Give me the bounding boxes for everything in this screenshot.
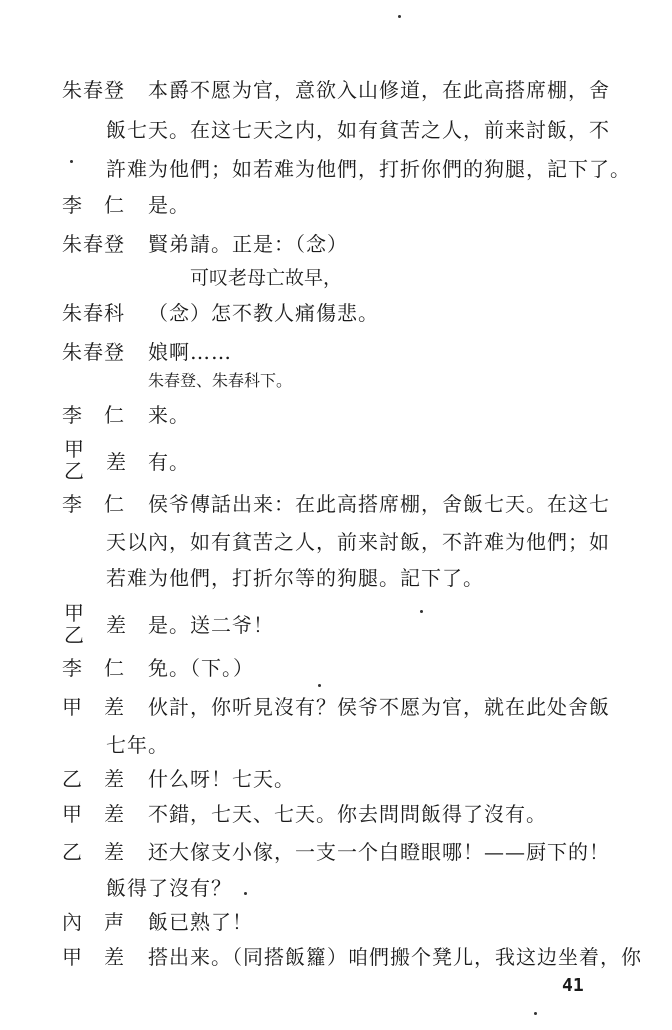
print-speck bbox=[318, 684, 321, 687]
dialogue-line: 本爵不愿为官，意欲入山修道，在此高搭席棚，舍 bbox=[148, 78, 610, 102]
speaker-jia: 甲 bbox=[64, 437, 84, 461]
dialogue-line: 免。（下。） bbox=[148, 656, 254, 680]
dialogue-continuation: 若难为他們，打折尔等的狗腿。記下了。 bbox=[106, 566, 484, 590]
dialogue-line: 賢弟請。正是：（念） bbox=[148, 232, 348, 256]
dialogue-continuation: 天以內，如有貧苦之人，前来討飯，不許难为他們；如 bbox=[106, 530, 610, 554]
speaker-yi: 乙 bbox=[64, 623, 84, 647]
speaker-label: 甲 差 bbox=[62, 695, 125, 719]
speaker-label: 內 声 bbox=[62, 910, 125, 934]
speaker-label: 李 仁 bbox=[62, 193, 125, 217]
speaker-yi: 乙 bbox=[64, 459, 84, 483]
dialogue-line: 还大傢支小傢，一支一个白瞪眼哪！——厨下的！ bbox=[148, 840, 610, 864]
speaker-label: 李 仁 bbox=[62, 656, 125, 680]
speaker-cha: 差 bbox=[106, 613, 126, 637]
dialogue-line: 搭出来。（同搭飯籮）咱們搬个凳儿，我这边坐着，你 bbox=[148, 945, 642, 969]
verse-line: 可叹老母亡故早， bbox=[190, 267, 343, 289]
speaker-label: 甲 差 bbox=[62, 802, 125, 826]
speaker-label: 朱春登 bbox=[62, 232, 125, 256]
speaker-label: 李 仁 bbox=[62, 403, 125, 427]
dialogue-line: 伙計，你听見沒有？侯爷不愿为官，就在此处舍飯 bbox=[148, 695, 610, 719]
dialogue-line: （念）怎不教人痛傷悲。 bbox=[148, 301, 379, 325]
dialogue-line: 侯爷傳話出来：在此高搭席棚，舍飯七天。在这七 bbox=[148, 492, 610, 516]
speaker-label: 朱春科 bbox=[62, 301, 125, 325]
dialogue-line: 来。 bbox=[148, 403, 190, 427]
dialogue-continuation: 飯七天。在这七天之内，如有貧苦之人，前来討飯，不 bbox=[106, 118, 610, 142]
speaker-label: 朱春登 bbox=[62, 78, 125, 102]
speaker-cha: 差 bbox=[106, 450, 126, 474]
speaker-label: 朱春登 bbox=[62, 340, 125, 364]
print-speck bbox=[420, 610, 423, 613]
print-speck bbox=[398, 15, 401, 18]
dialogue-continuation: 七年。 bbox=[106, 733, 169, 757]
speaker-jia: 甲 bbox=[64, 601, 84, 625]
dialogue-line: 娘啊…… bbox=[148, 340, 232, 364]
print-speck bbox=[534, 1012, 537, 1015]
stage-direction: 朱春登、朱春科下。 bbox=[148, 371, 293, 390]
dialogue-line: 有。 bbox=[148, 450, 190, 474]
print-speck bbox=[70, 160, 73, 163]
speaker-label: 乙 差 bbox=[62, 840, 125, 864]
dialogue-line: 是。送二爷！ bbox=[148, 613, 274, 637]
speaker-label: 李 仁 bbox=[62, 492, 125, 516]
dialogue-continuation: 飯得了沒有？ bbox=[106, 876, 232, 900]
dialogue-continuation: 許难为他們；如若难为他們，打折你們的狗腿，記下了。 bbox=[106, 157, 631, 181]
speaker-label: 甲 差 bbox=[62, 945, 125, 969]
dialogue-line: 不錯，七天、七天。你去問問飯得了沒有。 bbox=[148, 802, 547, 826]
speaker-label: 乙 差 bbox=[62, 767, 125, 791]
print-speck bbox=[244, 892, 247, 895]
dialogue-line: 飯已熟了！ bbox=[148, 910, 253, 934]
dialogue-line: 什么呀！七天。 bbox=[148, 767, 295, 791]
dialogue-line: 是。 bbox=[148, 193, 190, 217]
page-number: 41 bbox=[562, 975, 584, 996]
